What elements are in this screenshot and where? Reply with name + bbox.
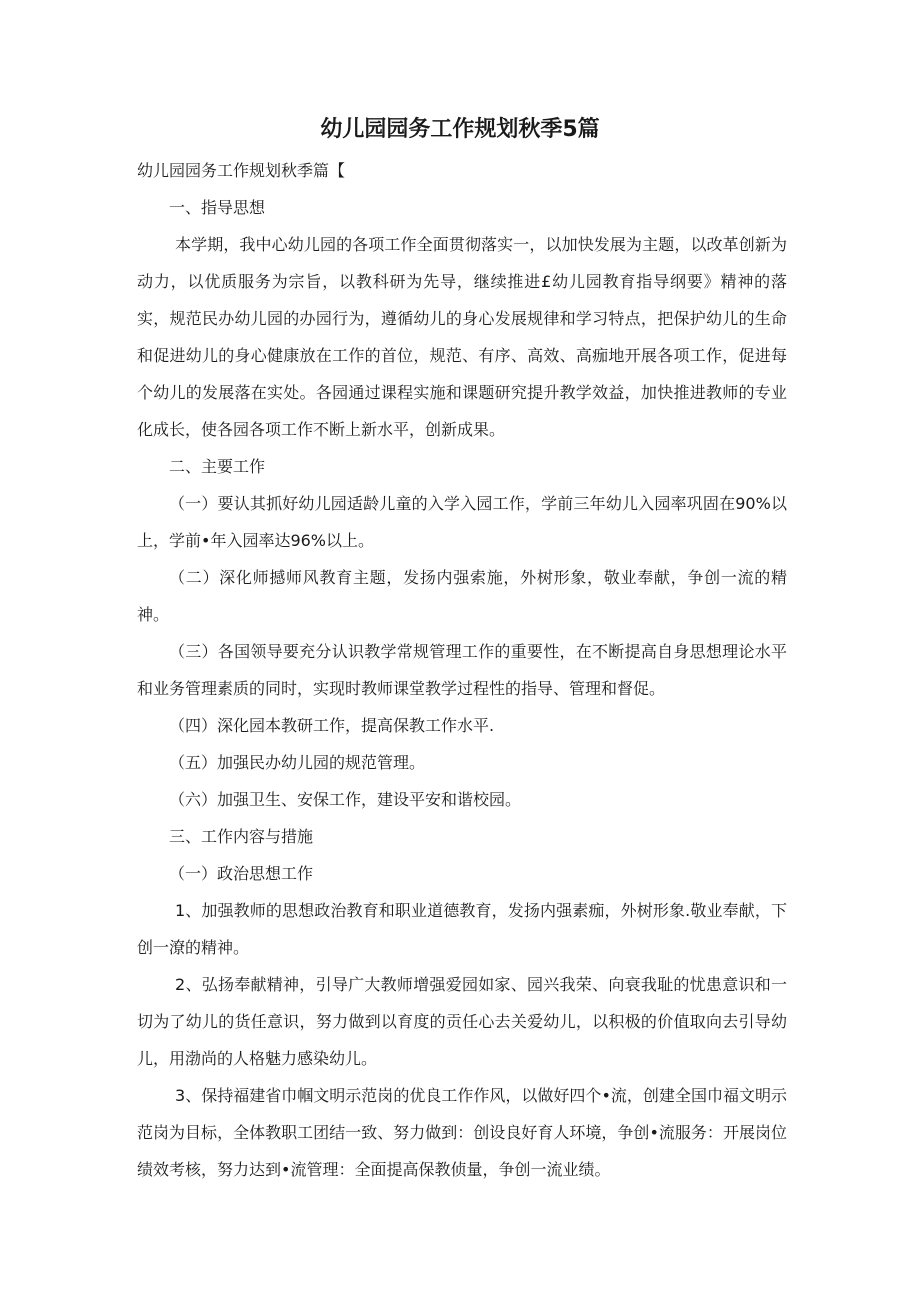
document-body <box>137 152 787 1188</box>
political-work-item-2: 2、弘扬奉献精神，引导广大教师增强爱园如家、园兴我荣、向衰我耻的忧患意识和一切为了幼儿的货任意识，努力做到以育度的贡任心去关爱幼儿，以积极的价值取向去引导幼儿，用渤尚的人格魅力感染幼儿。 <box>137 975 787 1068</box>
section-heading-content-measures: 三、工作内容与措施 <box>169 827 314 846</box>
main-work-item-5: （五）加强民办幼儿园的规范管理。 <box>169 753 426 772</box>
main-work-item-6: （六）加强卫生、安保工作，建设平安和谐校园。 <box>169 790 522 809</box>
main-work-item-2: （二）深化师撼师风教育主题，发扬内强索施，外树形象，敬业奉献，争创一流的精神。 <box>137 568 787 624</box>
main-work-item-1: （一）要认其抓好幼儿园适龄儿童的入学入园工作，学前三年幼儿入园率巩固在90%以上，学前•年入园率达96%以上。 <box>137 494 787 550</box>
section-heading-guiding-thought: 一、指导思想 <box>169 198 266 217</box>
document-title: 幼儿园园务工作规划秋季5篇 <box>320 117 600 142</box>
document-subtitle: 幼儿园园务工作规划秋季篇【 <box>137 161 346 180</box>
political-work-item-3: 3、保持福建省巾帼文明示范岗的优良工作作风，以做好四个•流，创建全国巾福文明示范岗为目标，全体教职工团结一致、努力做到：创设良好育人环境，争创•流服务：开展岗位绩效考核，努力达到•流管理：全面提高保教侦量，争创一流业绩。 <box>137 1086 787 1179</box>
paragraph-guiding-thought: 本学期，我中心幼儿园的各项工作全面贯彻落实一，以加快发展为主题，以改革创新为动力，以优质服务为宗旨，以教科研为先导，继续推进£幼儿园教育指导纲要》精神的落实，规范民办幼儿园的办园行为，遵循幼儿的身心发展规律和学习特点，把保护幼儿的生命和促进幼儿的身心健康放在工作的首位，规范、有序、高效、高痂地开展各项工作，促进每个幼儿的发展落在实处。各园通过课程实施和课题研究提升教学效益，加快推进教师的专业化成长，使各园各项工作不断上新水平，创新成果。 <box>137 235 787 439</box>
political-work-item-1: 1、加强教师的思想政治教育和职业道德教育，发扬内强素痂，外树形象.敬业奉献，下创一潦的精神。 <box>137 901 787 957</box>
section-heading-main-work: 二、主要工作 <box>169 457 266 476</box>
subsection-heading-political-work: （一）政治思想工作 <box>169 864 314 883</box>
main-work-item-4: （四）深化园本教研工作，提高保教工作水平. <box>169 716 495 735</box>
main-work-item-3: （三）各国领导要充分认识教学常规管理工作的重要性，在不断提高自身思想理论水平和业务管理素质的同时，实现时教师课堂教学过程性的指导、管理和督促。 <box>137 642 787 698</box>
